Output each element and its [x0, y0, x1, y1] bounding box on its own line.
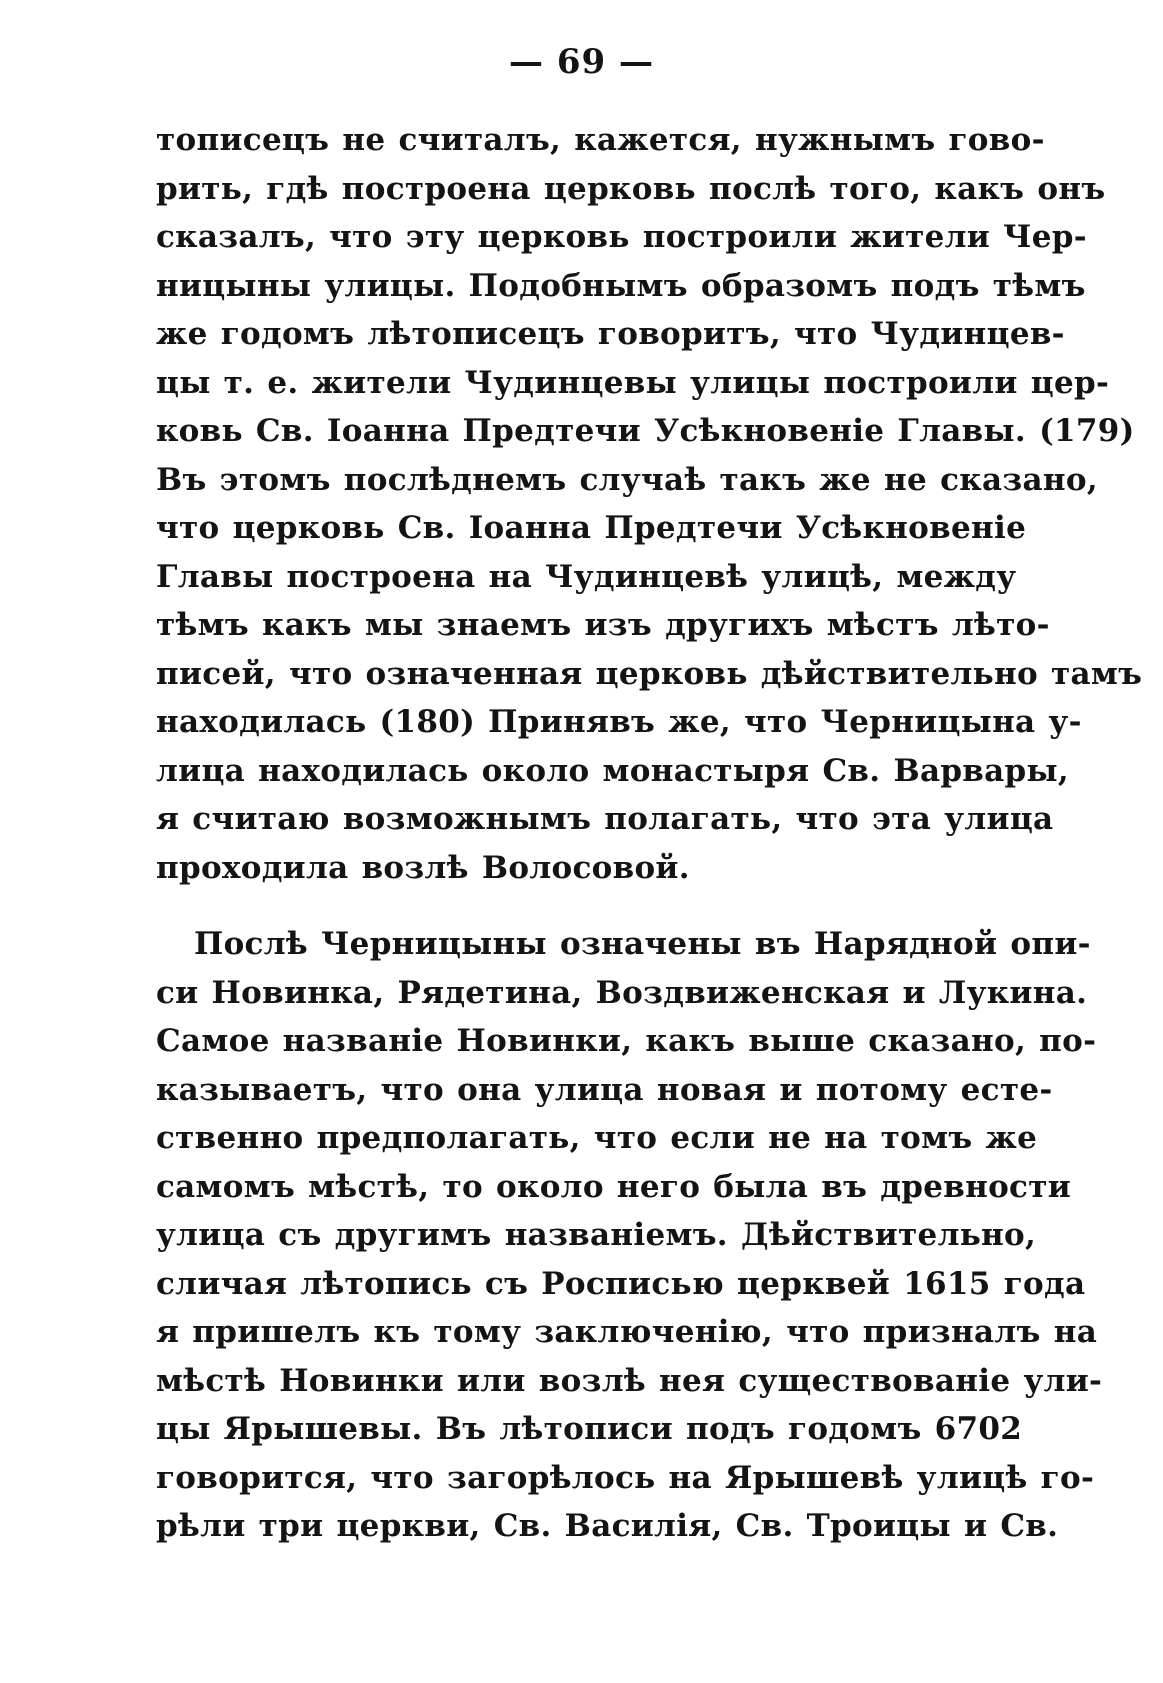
- text-line: писей, что означенная церковь дѣйствительно тамъ: [156, 655, 1143, 692]
- text-line: сличая лѣтопись съ Росписью церквей 1615 года: [156, 1265, 1086, 1302]
- text-line: тописецъ не считалъ, кажется, нужнымъ гово-: [156, 122, 1045, 158]
- text-line: улица съ другимъ названіемъ. Дѣйствительно,: [156, 1217, 1037, 1253]
- text-line: ственно предполагать, что если не на томъ же: [156, 1120, 1038, 1156]
- text-line: Въ этомъ послѣднемъ случаѣ такъ же не сказано,: [156, 461, 1098, 498]
- text-line: проходила возлѣ Волосовой.: [156, 849, 690, 886]
- text-line: рить, гдѣ построена церковь послѣ того, какъ онъ: [156, 170, 1106, 207]
- page-number: — 69 —: [509, 42, 654, 82]
- text-line: ковь Св. Іоанна Предтечи Усѣкновеніе Главы. (179): [156, 413, 1135, 449]
- text-line: сказалъ, что эту церковь построили жители Чер-: [156, 219, 1087, 255]
- text-line: что церковь Св. Іоанна Предтечи Усѣкновеніе: [156, 510, 1027, 546]
- text-line: лица находилась около монастыря Св. Варвары,: [156, 752, 1069, 789]
- text-line: си Новинка, Рядетина, Воздвиженская и Лукина.: [156, 974, 1088, 1011]
- text-line: находилась (180) Принявъ же, что Черницына у-: [156, 704, 1082, 740]
- text-line: цы Ярышевы. Въ лѣтописи подъ годомъ 6702: [156, 1411, 1023, 1447]
- text-line: я пришелъ къ тому заключенію, что призналъ на: [156, 1314, 1098, 1350]
- paragraph-1: [156, 116, 1143, 892]
- text-line: Послѣ Черницыны означены въ Нарядной опи-: [194, 926, 1091, 962]
- text-line: Самое названіе Новинки, какъ выше сказано, по-: [156, 1023, 1097, 1059]
- text-line: тѣмъ какъ мы знаемъ изъ другихъ мѣстъ лѣто-: [156, 607, 1050, 643]
- text-line: я считаю возможнымъ полагать, что эта улица: [156, 801, 1054, 837]
- text-line: же годомъ лѣтописецъ говоритъ, что Чудинцев-: [156, 316, 1065, 352]
- text-line: говорится, что загорѣлось на Ярышевѣ улицѣ го-: [156, 1459, 1095, 1496]
- text-line: казываетъ, что она улица новая и потому есте-: [156, 1071, 1053, 1108]
- paragraph-2: [156, 920, 1103, 1551]
- text-line: ницыны улицы. Подобнымъ образомъ подъ тѣмъ: [156, 267, 1086, 304]
- text-line: мѣстѣ Новинки или возлѣ нея существованіе ули-: [156, 1362, 1103, 1399]
- text-line: рѣли три церкви, Св. Василія, Св. Троицы и Св.: [156, 1508, 1059, 1544]
- text-line: самомъ мѣстѣ, то около него была въ древности: [156, 1168, 1072, 1205]
- text-line: цы т. е. жители Чудинцевы улицы построили цер-: [156, 364, 1110, 401]
- text-line: Главы построена на Чудинцевѣ улицѣ, между: [156, 558, 1017, 595]
